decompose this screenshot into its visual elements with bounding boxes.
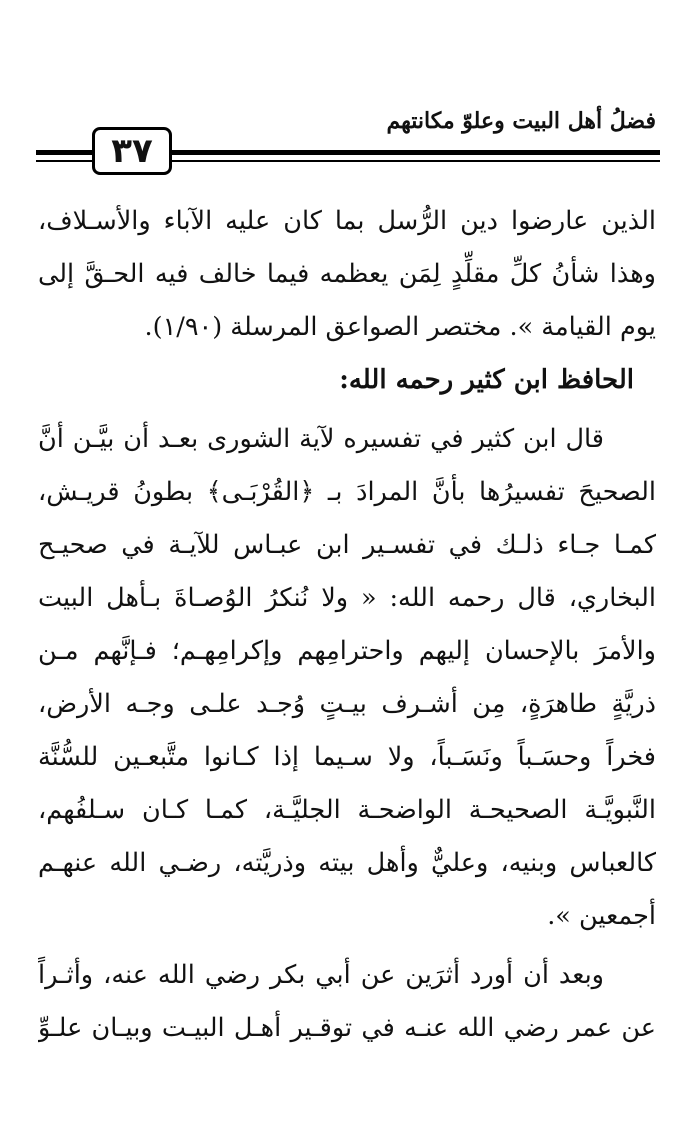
text-line: ذريَّةٍ طاهرَةٍ، مِن أشـرف بيـتٍ وُجـد علـى وجـه الأرض،: [38, 689, 656, 719]
text-line: وبعد أن أورد أثرَين عن أبي بكر رضي الله عنه، وأثـراً: [38, 960, 604, 990]
text-line: كالعباس وبنيه، وعليٌّ وأهل بيته وذريَّته، رضـي الله عنهـم: [38, 848, 656, 878]
text-line: النَّبويَّـة الصحيحـة الواضحـة الجليَّـة، كمـا كـان سـلفُهم،: [38, 795, 656, 825]
text-line: كمـا جـاء ذلـك في تفسـير ابن عبـاس للآيـة في صحيـح: [38, 530, 656, 560]
running-title: فضلُ أهل البيت وعلوّ مكانتهم: [386, 108, 656, 134]
page-number: ٣٧: [111, 131, 153, 171]
text-line: عن عمر رضي الله عنـه في توقـير أهـل البيـت وبيـان علـوِّ: [38, 1013, 656, 1043]
text-line: وهذا شأنُ كلِّ مقلِّدٍ لِمَن يعظمه فيما خالف فيه الحـقَّ إلى: [38, 259, 656, 289]
text-line: الذين عارضوا دين الرُّسل بما كان عليه الآباء والأسـلاف،: [38, 206, 656, 236]
body-text: [38, 195, 656, 1055]
text-line: فخراً وحسَـباً ونَسَـباً، ولا سـيما إذا كـانوا متَّبعـين للسُّنَّة: [38, 742, 656, 772]
page-number-box: [92, 127, 172, 175]
text-line: يوم القيامة ». مختصر الصواعق المرسلة (١/٩٠).: [144, 312, 656, 342]
text-line: الصحيحَ تفسيرُها بأنَّ المرادَ بـ ﴿القُرْبَـى﴾ بطونُ قريـش،: [38, 477, 656, 507]
text-line: البخاري، قال رحمه الله: « ولا نُنكرُ الوُصـاةَ بـأهل البيت: [38, 583, 656, 613]
section-heading: الحافظ ابن كثير رحمه الله:: [339, 365, 634, 395]
text-line: أجمعين ».: [547, 901, 656, 931]
text-line: قال ابن كثير في تفسيره لآية الشورى بعـد أن بيَّـن أنَّ: [38, 424, 604, 454]
text-line: والأمرَ بالإحسان إليهم واحترامِهم وإكرامِهـم؛ فـإنَّهم مـن: [38, 636, 656, 666]
